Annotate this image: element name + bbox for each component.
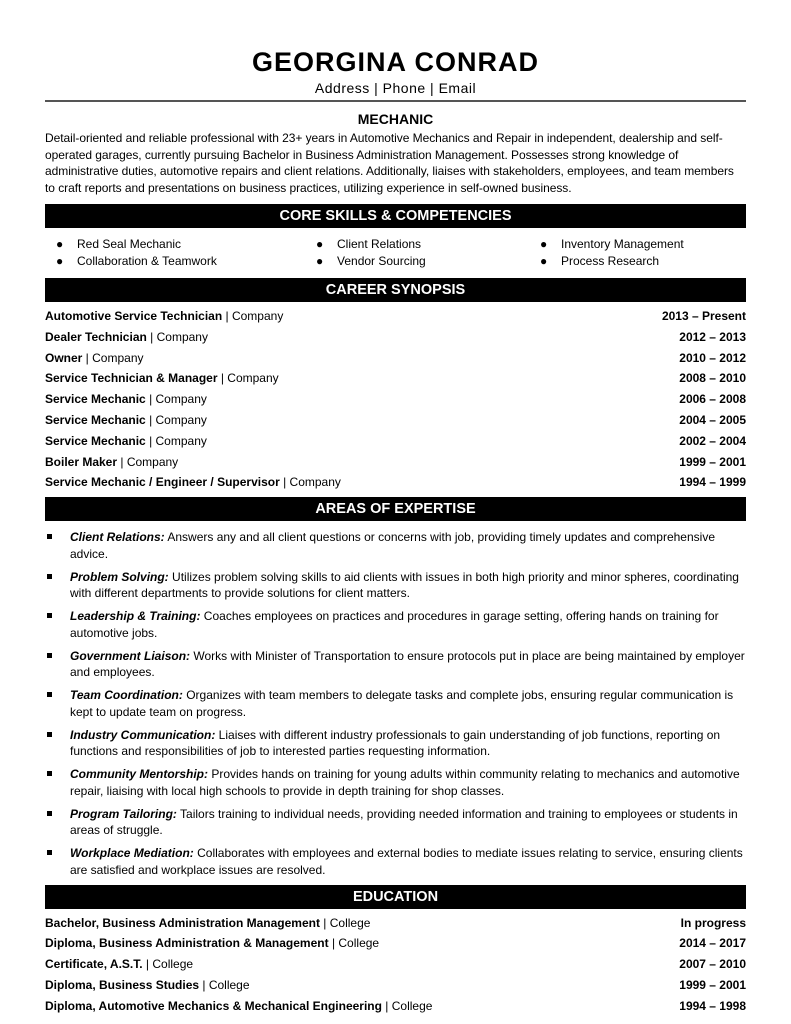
square-bullet-icon bbox=[47, 811, 52, 816]
section-heading-skills: CORE SKILLS & COMPETENCIES bbox=[45, 204, 746, 228]
job-role: Dealer Technician bbox=[45, 329, 147, 344]
expertise-text: Works with Minister of Transportation to ensure protocols put in place are being maintained by employer and employees. bbox=[70, 648, 745, 680]
expertise-item bbox=[45, 569, 746, 602]
skill-label: Vendor Sourcing bbox=[337, 254, 426, 268]
job-dates: 1999 – 2001 bbox=[679, 454, 746, 469]
skill-label: Inventory Management bbox=[561, 237, 684, 251]
square-bullet-icon bbox=[47, 732, 52, 737]
education-row bbox=[45, 934, 746, 955]
contact-line: Address | Phone | Email bbox=[314, 80, 477, 96]
job-dates: 2012 – 2013 bbox=[679, 329, 746, 344]
degree-name: Diploma, Business Administration & Management bbox=[45, 936, 329, 951]
career-row bbox=[45, 328, 746, 349]
job-company: | Company bbox=[82, 350, 144, 365]
career-row bbox=[45, 473, 746, 494]
expertise-text: Collaborates with employees and external bodies to mediate issues relating to service, ensuring clients are satisfied and workplace issues are resolved. bbox=[70, 846, 743, 877]
skill-item bbox=[305, 236, 529, 253]
degree-dates: 2007 – 2010 bbox=[679, 957, 746, 972]
skill-item bbox=[45, 253, 305, 270]
degree-dates: 1999 – 2001 bbox=[679, 978, 746, 993]
expertise-text: Liaises with different industry professionals to gain understanding of job functions, reporting on functions and responsibilities of job to interested parties requesting information. bbox=[70, 727, 721, 759]
square-bullet-icon bbox=[47, 692, 52, 697]
job-role: Service Mechanic bbox=[45, 412, 146, 427]
expertise-item bbox=[45, 727, 746, 760]
degree-name: Bachelor, Business Administration Management bbox=[45, 915, 320, 930]
skill-item bbox=[305, 253, 529, 270]
expertise-item bbox=[45, 608, 746, 641]
expertise-label: Leadership & Training: bbox=[70, 609, 201, 624]
education-row bbox=[45, 976, 746, 997]
section-heading-career: CAREER SYNOPSIS bbox=[45, 278, 746, 302]
career-row bbox=[45, 411, 746, 432]
job-role: Service Technician & Manager bbox=[45, 371, 218, 386]
job-company: | Company bbox=[146, 329, 208, 344]
section-heading-education: EDUCATION bbox=[45, 885, 746, 909]
education-row bbox=[45, 914, 746, 935]
expertise-label: Team Coordination: bbox=[70, 688, 183, 703]
skill-label: Process Research bbox=[561, 254, 660, 268]
expertise-label: Program Tailoring: bbox=[70, 806, 177, 821]
expertise-text: Organizes with team members to delegate tasks and complete jobs, ensuring regular communication is kept to update team on progress. bbox=[70, 688, 734, 719]
resume-page bbox=[45, 0, 746, 1018]
square-bullet-icon bbox=[47, 574, 52, 579]
skill-label: Client Relations bbox=[337, 237, 422, 251]
expertise-list bbox=[45, 529, 746, 878]
job-dates: 2004 – 2005 bbox=[679, 412, 746, 427]
career-row bbox=[45, 369, 746, 390]
degree-school: | College bbox=[381, 998, 433, 1013]
square-bullet-icon bbox=[47, 771, 52, 776]
degree-school: | College bbox=[328, 936, 380, 951]
career-row bbox=[45, 390, 746, 411]
expertise-label: Problem Solving: bbox=[70, 569, 169, 584]
expertise-label: Community Mentorship: bbox=[70, 767, 208, 782]
expertise-text: Provides hands on training for young adults within community relating to mechanics and automotive repair, liaising with local high schools to provide in depth training for shop classes. bbox=[70, 767, 740, 798]
job-company: | Company bbox=[145, 433, 207, 448]
header-divider bbox=[45, 100, 746, 102]
job-company: | Company bbox=[217, 371, 279, 386]
square-bullet-icon bbox=[47, 653, 52, 658]
degree-dates: 2014 – 2017 bbox=[679, 936, 746, 951]
job-role: Service Mechanic bbox=[45, 392, 146, 407]
expertise-text: Answers any and all client questions or concerns with job, providing timely updates and comprehensive advice. bbox=[70, 530, 715, 561]
expertise-label: Workplace Mediation: bbox=[70, 846, 194, 861]
bullet-icon: ● bbox=[316, 237, 324, 251]
job-company: | Company bbox=[117, 454, 179, 469]
job-role: Automotive Service Technician bbox=[45, 309, 223, 323]
expertise-label: Client Relations: bbox=[70, 530, 165, 545]
degree-school: | College bbox=[142, 957, 194, 972]
career-list bbox=[45, 307, 746, 494]
expertise-text: Tailors training to individual needs, providing needed information and training to employees or students in areas of struggle. bbox=[70, 806, 738, 838]
bullet-icon: ● bbox=[56, 254, 64, 268]
degree-name: Diploma, Automotive Mechanics & Mechanical Engineering bbox=[45, 998, 382, 1013]
career-row bbox=[45, 349, 746, 370]
expertise-text: Utilizes problem solving skills to aid clients with issues in both high priority and minor spheres, coordinating with different departments to provide solutions for client matters. bbox=[70, 569, 739, 601]
job-role: Service Mechanic bbox=[45, 433, 146, 448]
section-heading-expertise: AREAS OF EXPERTISE bbox=[45, 497, 746, 521]
job-title: MECHANIC bbox=[357, 111, 434, 127]
expertise-label: Industry Communication: bbox=[70, 727, 216, 742]
degree-dates: In progress bbox=[680, 915, 746, 930]
bullet-icon: ● bbox=[540, 237, 548, 251]
job-dates: 2002 – 2004 bbox=[679, 433, 746, 448]
job-role: Owner bbox=[45, 350, 83, 365]
degree-dates: 1994 – 1998 bbox=[679, 998, 746, 1013]
job-dates: 2006 – 2008 bbox=[679, 392, 746, 407]
job-company: | Company bbox=[145, 412, 207, 427]
education-row bbox=[45, 997, 746, 1018]
square-bullet-icon bbox=[47, 534, 52, 539]
job-dates: 2010 – 2012 bbox=[679, 350, 746, 365]
expertise-label: Government Liaison: bbox=[70, 648, 191, 663]
square-bullet-icon bbox=[47, 850, 52, 855]
skill-item bbox=[529, 253, 746, 270]
degree-school: | College bbox=[199, 978, 250, 993]
skill-label: Red Seal Mechanic bbox=[77, 237, 182, 251]
expertise-item bbox=[45, 687, 746, 720]
expertise-item bbox=[45, 529, 746, 562]
expertise-item bbox=[45, 766, 746, 799]
job-dates: 2008 – 2010 bbox=[679, 371, 746, 386]
job-role: Service Mechanic / Engineer / Supervisor bbox=[45, 475, 280, 490]
job-company: | Company bbox=[222, 309, 284, 323]
job-company: | Company bbox=[145, 392, 207, 407]
degree-name: Diploma, Business Studies bbox=[45, 978, 200, 993]
square-bullet-icon bbox=[47, 613, 52, 618]
skill-item bbox=[45, 236, 305, 253]
expertise-item bbox=[45, 845, 746, 878]
candidate-name: GEORGINA CONRAD bbox=[251, 47, 539, 77]
expertise-item bbox=[45, 648, 746, 681]
bullet-icon: ● bbox=[540, 254, 548, 268]
skill-item bbox=[529, 236, 746, 253]
skills-list bbox=[45, 236, 746, 270]
bullet-icon: ● bbox=[316, 254, 324, 268]
job-company: | Company bbox=[279, 475, 341, 490]
expertise-item bbox=[45, 806, 746, 839]
career-row bbox=[45, 453, 746, 474]
degree-school: | College bbox=[319, 915, 371, 930]
skill-label: Collaboration & Teamwork bbox=[77, 254, 217, 268]
degree-name: Certificate, A.S.T. bbox=[45, 957, 143, 972]
job-dates: 1994 – 1999 bbox=[679, 475, 746, 490]
job-role: Boiler Maker bbox=[45, 454, 118, 469]
bullet-icon: ● bbox=[56, 237, 64, 251]
education-row bbox=[45, 955, 746, 976]
career-row bbox=[45, 432, 746, 453]
expertise-text: Coaches employees on practices and procedures in garage setting, offering hands on training for automotive jobs. bbox=[70, 609, 719, 640]
professional-summary: Detail-oriented and reliable professional with 23+ years in Automotive Mechanics and Repair in independent, dealership and self-operated garages, currently pursuing Bachelor in Business Administration Management. Possesses strong knowledge of administrative duties, automotive repairs and client relations. Additionally, liaises with stakeholders, employees, and team members to craft reports and presentations on business practices, utilizing experience in self-owned business. bbox=[45, 131, 734, 195]
career-row bbox=[45, 307, 746, 328]
job-dates: 2013 – Present bbox=[661, 309, 746, 323]
education-list bbox=[45, 914, 746, 1018]
